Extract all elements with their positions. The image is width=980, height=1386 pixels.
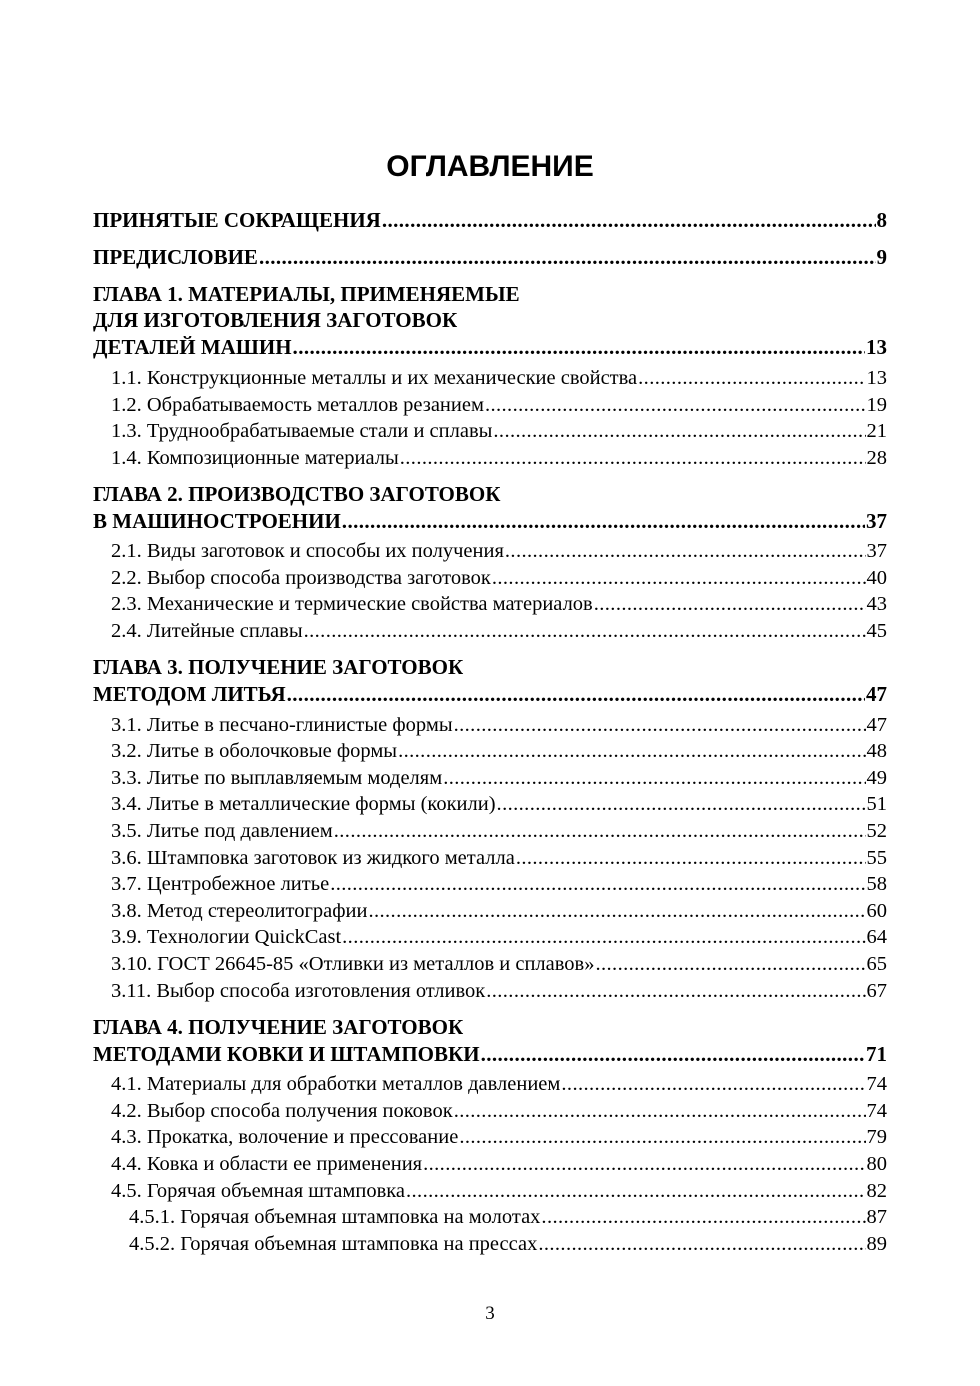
toc-entry-4-1[interactable] xyxy=(111,1071,887,1097)
toc-entry-title: 3.7. Центробежное литье xyxy=(111,873,330,895)
toc-entry-title: 1.4. Композиционные материалы xyxy=(111,447,399,469)
toc-entry-chapter-3[interactable] xyxy=(93,681,887,707)
dot-leader xyxy=(342,924,865,950)
dot-leader xyxy=(368,898,865,924)
toc-entry-page: 64 xyxy=(866,926,887,948)
toc-entry-1-3[interactable] xyxy=(111,418,887,444)
toc-entry-page: 19 xyxy=(866,394,887,416)
toc-entry-title: 4.5.2. Горячая объемная штамповка на прессах xyxy=(129,1233,538,1255)
toc-entry-title: 3.8. Метод стереолитографии xyxy=(111,900,368,922)
toc-entry-page: 49 xyxy=(866,767,887,789)
toc-entry-title: 2.2. Выбор способа производства заготовок xyxy=(111,567,491,589)
dot-leader xyxy=(334,818,866,844)
dot-leader xyxy=(594,591,866,617)
toc-entry-4-5-2[interactable] xyxy=(129,1231,887,1257)
toc-entry-3-7[interactable] xyxy=(111,871,887,897)
toc-entry-title: 3.1. Литье в песчано-глинистые формы xyxy=(111,714,453,736)
dot-leader xyxy=(443,765,865,791)
toc-entry-page: 43 xyxy=(866,593,887,615)
dot-leader xyxy=(638,365,865,391)
toc-entry-page: 37 xyxy=(866,540,887,562)
toc-entry-page: 82 xyxy=(866,1180,887,1202)
dot-leader xyxy=(561,1071,865,1097)
toc-entry-title: 4.5. Горячая объемная штамповка xyxy=(111,1180,405,1202)
toc-entry-page: 65 xyxy=(866,953,887,975)
toc-entry-page: 89 xyxy=(866,1233,887,1255)
toc-entry-title: МЕТОДАМИ КОВКИ И ШТАМПОВКИ xyxy=(93,1042,480,1066)
toc-entry-page: 80 xyxy=(866,1153,887,1175)
toc-entry-4-3[interactable] xyxy=(111,1124,887,1150)
toc-entry-page: 51 xyxy=(866,793,887,815)
dot-leader xyxy=(454,712,866,738)
toc-entry-title: 3.6. Штамповка заготовок из жидкого металла xyxy=(111,847,515,869)
toc-entry-page: 9 xyxy=(876,245,887,269)
toc-entry-title: 3.9. Технологии QuickCast xyxy=(111,926,342,948)
toc-entry-title: ПРЕДИСЛОВИЕ xyxy=(93,245,258,269)
toc-entry-title: В МАШИНОСТРОЕНИИ xyxy=(93,509,341,533)
dot-leader xyxy=(516,845,866,871)
dot-leader xyxy=(492,565,866,591)
dot-leader xyxy=(293,334,865,360)
dot-leader xyxy=(486,978,865,1004)
dot-leader xyxy=(459,1124,865,1150)
dot-leader xyxy=(481,1041,865,1067)
chapter-1-title-line-2: ДЛЯ ИЗГОТОВЛЕНИЯ ЗАГОТОВОК xyxy=(93,308,458,332)
toc-entry-2-2[interactable] xyxy=(111,565,887,591)
toc-entry-page: 71 xyxy=(866,1042,887,1066)
toc-entry-preface[interactable] xyxy=(93,244,887,270)
dot-leader xyxy=(342,508,865,534)
toc-entry-title: 4.5.1. Горячая объемная штамповка на молотах xyxy=(129,1206,541,1228)
dot-leader xyxy=(497,791,866,817)
toc-entry-title: 4.1. Материалы для обработки металлов давлением xyxy=(111,1073,561,1095)
toc-entry-3-8[interactable] xyxy=(111,898,887,924)
chapter-4-title-line-1: ГЛАВА 4. ПОЛУЧЕНИЕ ЗАГОТОВОК xyxy=(93,1015,464,1039)
toc-entry-2-4[interactable] xyxy=(111,618,887,644)
page-heading: ОГЛАВЛЕНИЕ xyxy=(386,150,594,183)
toc-entry-page: 28 xyxy=(866,447,887,469)
toc-entry-title: 3.5. Литье под давлением xyxy=(111,820,333,842)
dot-leader xyxy=(423,1151,865,1177)
toc-entry-page: 21 xyxy=(866,420,887,442)
toc-entry-3-11[interactable] xyxy=(111,978,887,1004)
chapter-1-title-line-1: ГЛАВА 1. МАТЕРИАЛЫ, ПРИМЕНЯЕМЫЕ xyxy=(93,282,520,306)
dot-leader xyxy=(454,1098,866,1124)
dot-leader xyxy=(538,1231,865,1257)
toc-entry-title: ДЕТАЛЕЙ МАШИН xyxy=(93,335,292,359)
toc-entry-title: 2.3. Механические и термические свойства материалов xyxy=(111,593,593,615)
toc-entry-3-3[interactable] xyxy=(111,765,887,791)
toc-entry-chapter-1[interactable] xyxy=(93,334,887,360)
dot-leader xyxy=(400,445,866,471)
toc-entry-3-6[interactable] xyxy=(111,845,887,871)
dot-leader xyxy=(330,871,865,897)
toc-entry-title: 2.1. Виды заготовок и способы их получения xyxy=(111,540,504,562)
toc-entry-title: 3.10. ГОСТ 26645-85 «Отливки из металлов и сплавов» xyxy=(111,953,595,975)
dot-leader xyxy=(382,207,876,233)
toc-entry-abbreviations[interactable] xyxy=(93,207,887,233)
toc-entry-page: 58 xyxy=(866,873,887,895)
toc-entry-title: 1.1. Конструкционные металлы и их механические свойства xyxy=(111,367,638,389)
chapter-3-title-line-1: ГЛАВА 3. ПОЛУЧЕНИЕ ЗАГОТОВОК xyxy=(93,655,464,679)
toc-entry-title: 3.2. Литье в оболочковые формы xyxy=(111,740,398,762)
toc-entry-title: МЕТОДОМ ЛИТЬЯ xyxy=(93,682,286,706)
toc-entry-3-9[interactable] xyxy=(111,924,887,950)
toc-entry-2-3[interactable] xyxy=(111,591,887,617)
toc-entry-page: 79 xyxy=(866,1126,887,1148)
toc-entry-page: 47 xyxy=(866,714,887,736)
toc-entry-title: 4.3. Прокатка, волочение и прессование xyxy=(111,1126,459,1148)
toc-entry-4-5-1[interactable] xyxy=(129,1204,887,1230)
toc-entry-page: 60 xyxy=(866,900,887,922)
toc-entry-chapter-4[interactable] xyxy=(93,1041,887,1067)
toc-entry-4-5[interactable] xyxy=(111,1178,887,1204)
toc-entry-title: 1.2. Обрабатываемость металлов резанием xyxy=(111,394,484,416)
chapter-2-title-line-1: ГЛАВА 2. ПРОИЗВОДСТВО ЗАГОТОВОК xyxy=(93,482,501,506)
toc-entry-page: 8 xyxy=(876,208,887,232)
dot-leader xyxy=(304,618,866,644)
toc-entry-page: 52 xyxy=(866,820,887,842)
dot-leader xyxy=(259,244,876,270)
toc-entry-3-5[interactable] xyxy=(111,818,887,844)
toc-entry-title: ПРИНЯТЫЕ СОКРАЩЕНИЯ xyxy=(93,208,381,232)
toc-entry-page: 55 xyxy=(866,847,887,869)
toc-entry-1-2[interactable] xyxy=(111,392,887,418)
toc-entry-chapter-2[interactable] xyxy=(93,508,887,534)
toc-entry-page: 74 xyxy=(866,1100,887,1122)
dot-leader xyxy=(493,418,865,444)
dot-leader xyxy=(505,538,866,564)
toc-entry-page: 45 xyxy=(866,620,887,642)
toc-entry-page: 13 xyxy=(866,367,887,389)
dot-leader xyxy=(595,951,865,977)
toc-entry-title: 3.11. Выбор способа изготовления отливок xyxy=(111,980,486,1002)
toc-entry-title: 3.4. Литье в металлические формы (кокили) xyxy=(111,793,496,815)
toc-entry-4-2[interactable] xyxy=(111,1098,887,1124)
dot-leader xyxy=(406,1178,866,1204)
toc-entry-title: 4.4. Ковка и области ее применения xyxy=(111,1153,423,1175)
toc-entry-3-4[interactable] xyxy=(111,791,887,817)
toc-entry-page: 13 xyxy=(866,335,887,359)
toc-entry-4-4[interactable] xyxy=(111,1151,887,1177)
toc-entry-title: 3.3. Литье по выплавляемым моделям xyxy=(111,767,443,789)
dot-leader xyxy=(398,738,865,764)
toc-entry-title: 1.3. Труднообрабатываемые стали и сплавы xyxy=(111,420,493,442)
toc-entry-2-1[interactable] xyxy=(111,538,887,564)
toc-entry-3-2[interactable] xyxy=(111,738,887,764)
toc-entry-3-10[interactable] xyxy=(111,951,887,977)
toc-entry-page: 74 xyxy=(866,1073,887,1095)
toc-entry-page: 47 xyxy=(866,682,887,706)
toc-entry-page: 37 xyxy=(866,509,887,533)
page-number: 3 xyxy=(485,1303,495,1324)
toc-entry-1-4[interactable] xyxy=(111,445,887,471)
toc-entry-page: 48 xyxy=(866,740,887,762)
dot-leader xyxy=(287,681,865,707)
toc-entry-page: 87 xyxy=(866,1206,887,1228)
toc-entry-1-1[interactable] xyxy=(111,365,887,391)
toc-entry-page: 67 xyxy=(866,980,887,1002)
dot-leader xyxy=(485,392,866,418)
toc-entry-title: 2.4. Литейные сплавы xyxy=(111,620,303,642)
toc-entry-title: 4.2. Выбор способа получения поковок xyxy=(111,1100,453,1122)
toc-entry-page: 40 xyxy=(866,567,887,589)
dot-leader xyxy=(541,1204,865,1230)
toc-entry-3-1[interactable] xyxy=(111,712,887,738)
